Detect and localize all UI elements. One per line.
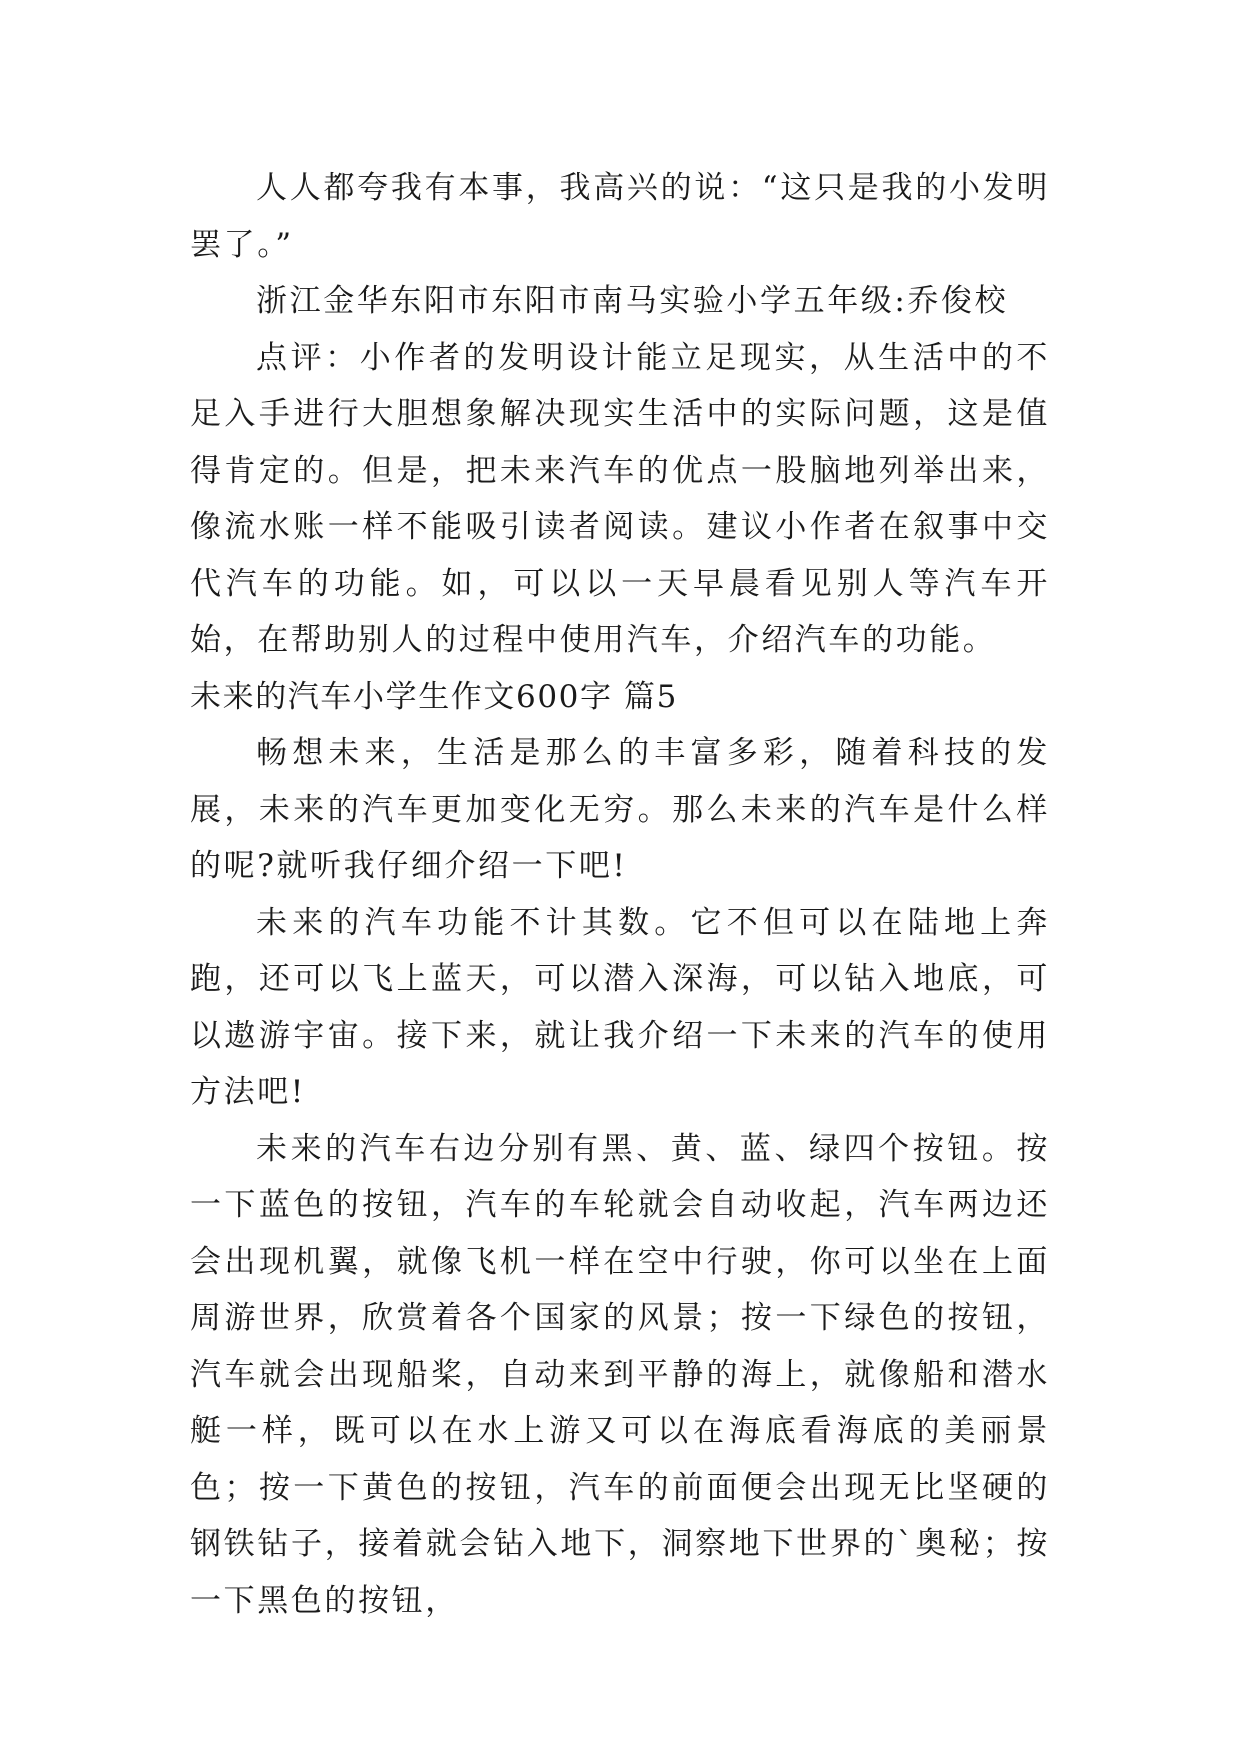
paragraph-closing-quote: 人人都夸我有本事，我高兴的说：“这只是我的小发明罢了。”: [190, 170, 1050, 263]
paragraph-intro: 畅想未来，生活是那么的丰富多彩，随着科技的发展，未来的汽车更加变化无穷。那么未来的汽车是什么样的呢?就听我仔细介绍一下吧!: [190, 735, 1050, 884]
paragraph-review: 点评：小作者的发明设计能立足现实，从生活中的不足入手进行大胆想象解决现实生活中的实际问题，这是值得肯定的。但是，把未来汽车的优点一股脑地列举出来，像流水账一样不能吸引读者阅读。建议小作者在叙事中交代汽车的功能。如，可以以一天早晨看见别人等汽车开始，在帮助别人的过程中使用汽车，介绍汽车的功能。: [190, 339, 1050, 658]
paragraph-buttons: 未来的汽车右边分别有黑、黄、蓝、绿四个按钮。按一下蓝色的按钮，汽车的车轮就会自动收起，汽车两边还会出现机翼，就像飞机一样在空中行驶，你可以坐在上面周游世界，欣赏着各个国家的风景；按一下绿色的按钮，汽车就会出现船桨，自动来到平静的海上，就像船和潜水艇一样，既可以在水上游又可以在海底看海底的美丽景色；按一下黄色的按钮，汽车的前面便会出现无比坚硬的钢铁钻子，接着就会钻入地下，洞察地下世界的`奥秘；按一下黑色的按钮，: [190, 1130, 1050, 1619]
document-body: [190, 160, 1050, 1629]
paragraph-author-line: 浙江金华东阳市东阳市南马实验小学五年级:乔俊校: [256, 283, 1009, 319]
section-heading: 未来的汽车小学生作文600字 篇5: [190, 678, 678, 715]
paragraph-functions: 未来的汽车功能不计其数。它不但可以在陆地上奔跑，还可以飞上蓝天，可以潜入深海，可以钻入地底，可以遨游宇宙。接下来，就让我介绍一下未来的汽车的使用方法吧!: [190, 904, 1050, 1110]
